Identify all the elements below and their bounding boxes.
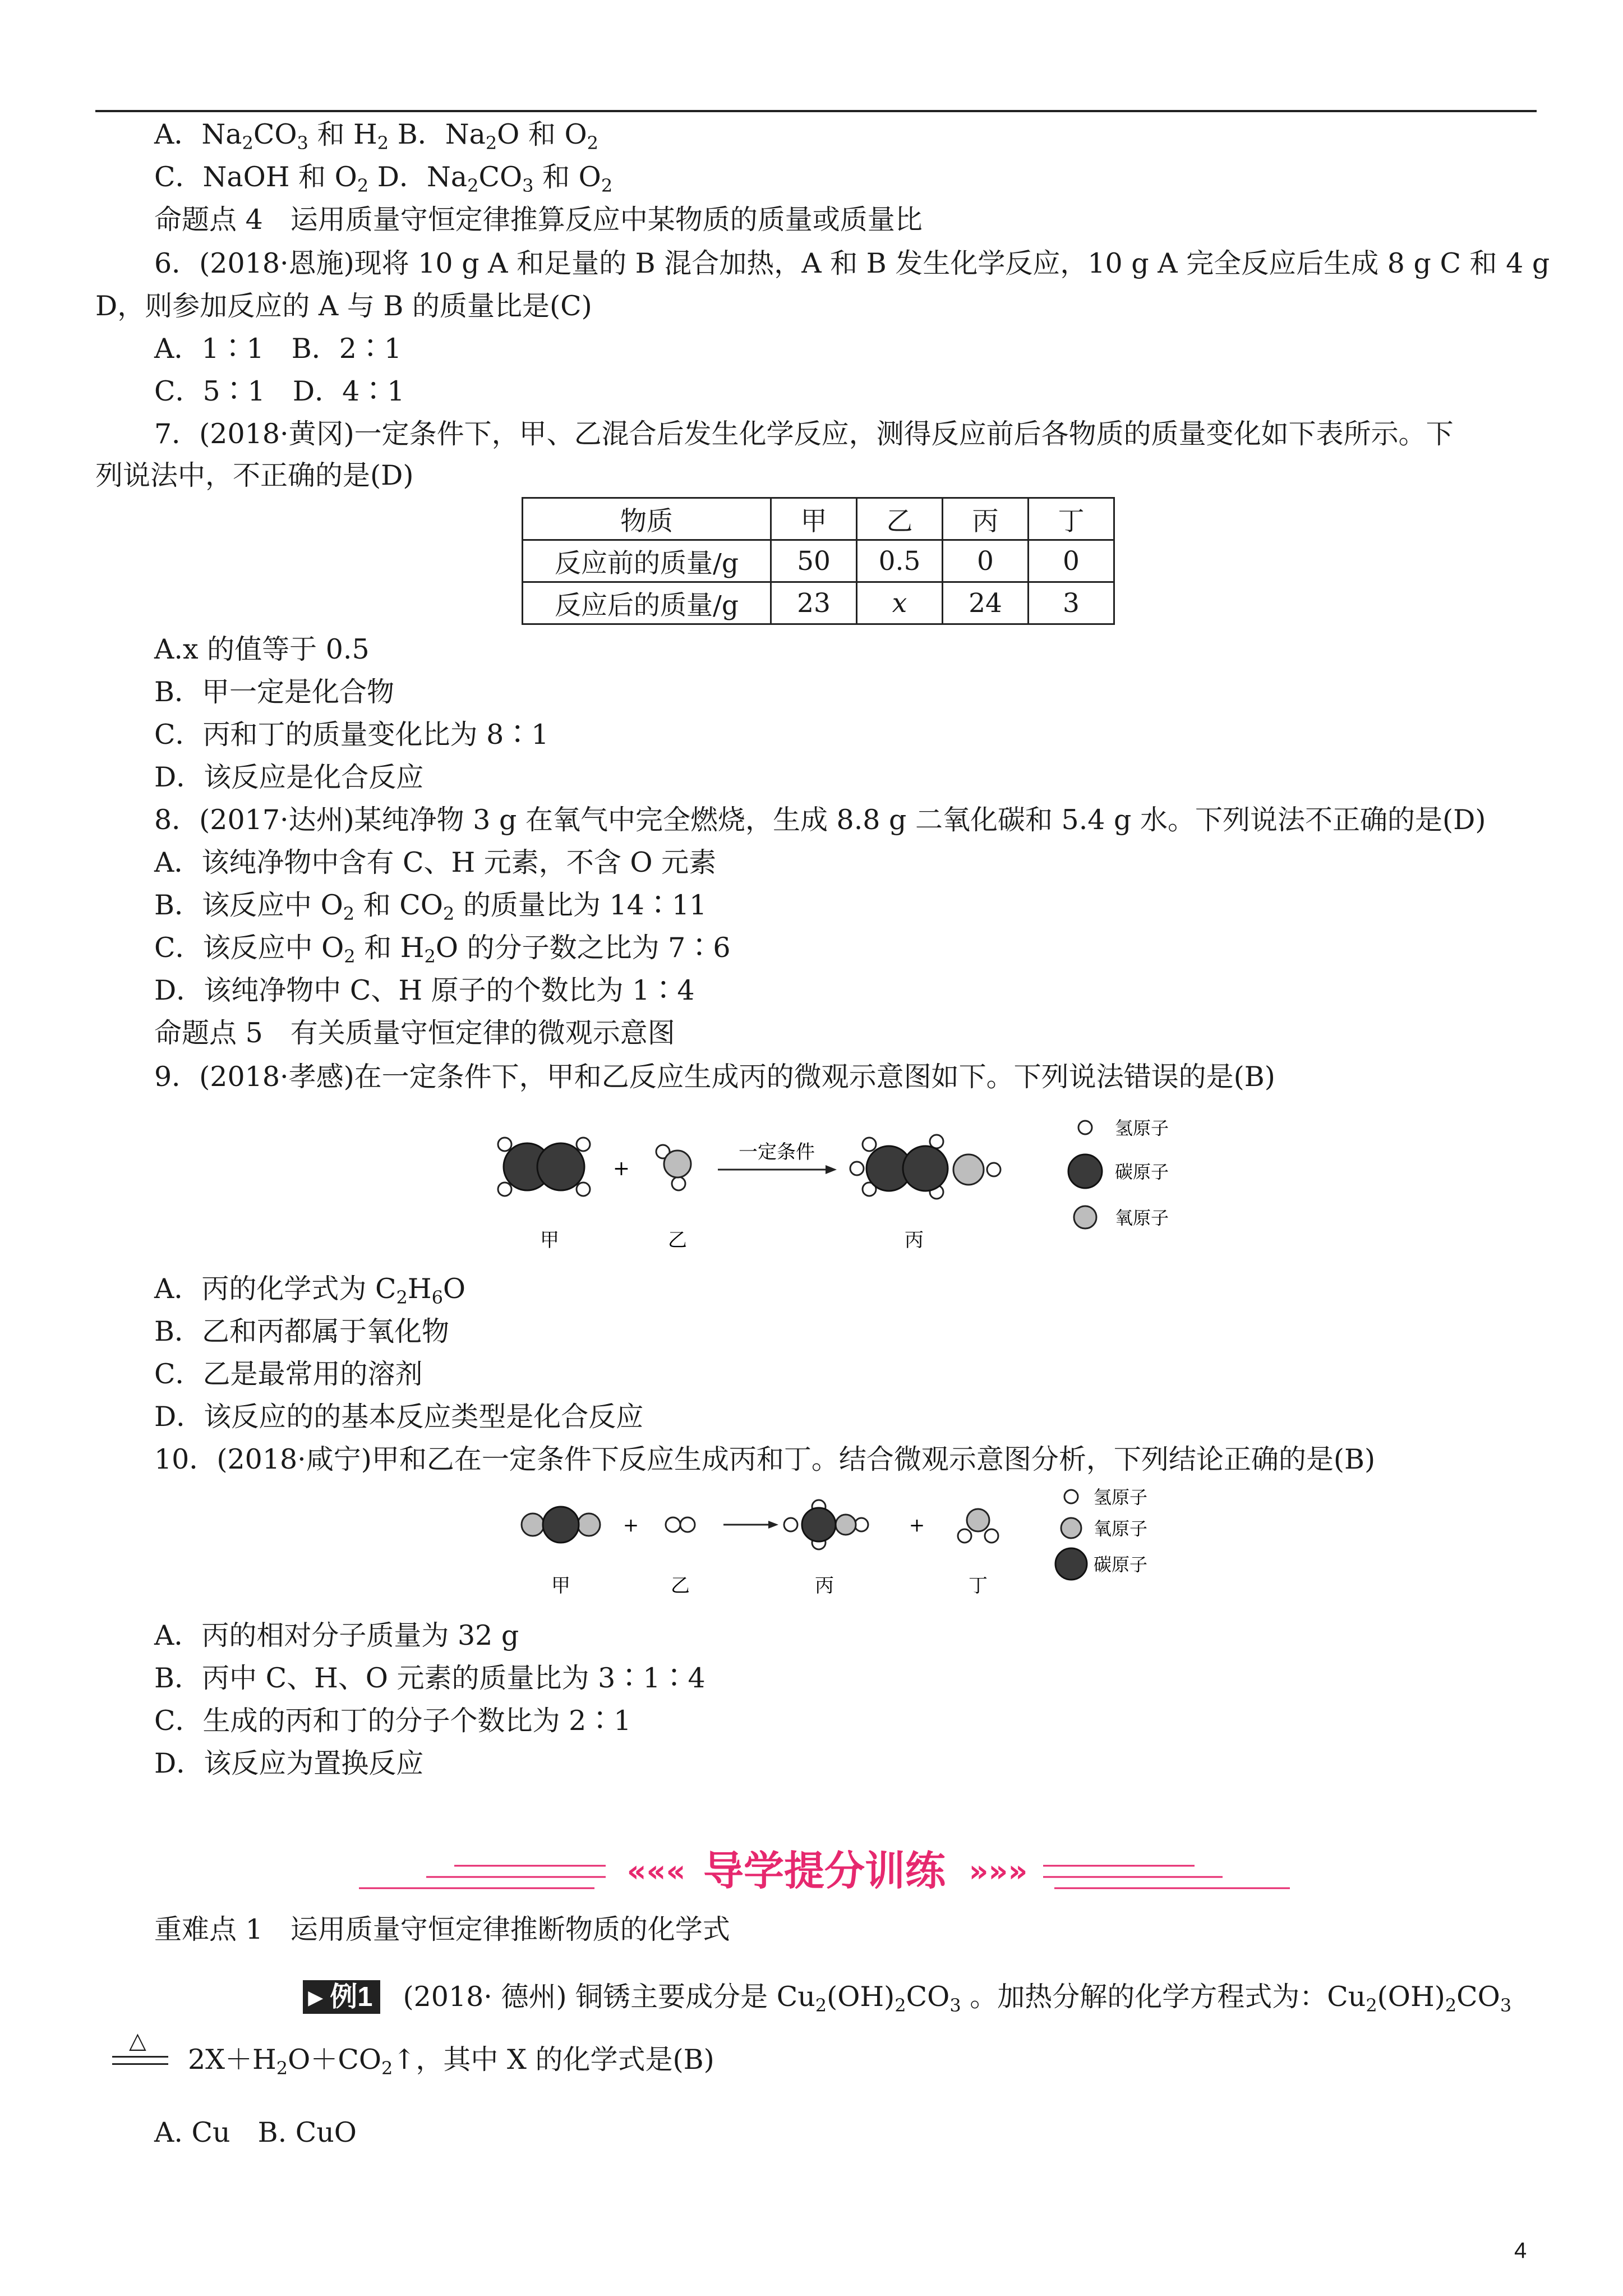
molecule-bing: [850, 1135, 1000, 1199]
q7-table: [522, 497, 1115, 625]
banner-rules-left: [359, 1866, 606, 1888]
plus-sign: +: [623, 1514, 639, 1536]
label-yi: 乙: [668, 1229, 687, 1251]
q8-option-b: B．该反应中 $O_2$ 和 $CO_2$ 的质量比为 14∶11: [154, 889, 707, 924]
page-number: 4: [1514, 2238, 1527, 2263]
label-ding: 丁: [969, 1575, 988, 1597]
example1-line2: $2X+H_2O+CO_2↑$，其中 X 的化学式是(B): [188, 2044, 714, 2079]
oxygen-atom-icon: [1061, 1518, 1081, 1538]
arrowhead-icon: [826, 1165, 837, 1174]
table-cell: 24: [943, 582, 1029, 624]
q7-option-c: C．丙和丁的质量变化比为 8∶1: [154, 719, 549, 751]
q5-option-cd: C．NaOH 和 $O_2$ D．$Na_2CO_3$ 和 $O_2$: [154, 161, 613, 196]
q10-option-b: B．丙中 C、H、O 元素的质量比为 3∶1∶4: [154, 1662, 706, 1694]
heat-delta-symbol: △: [129, 2028, 146, 2054]
table-cell: 反应前的质量/g: [523, 540, 771, 582]
table-header-cell: 乙: [857, 498, 943, 540]
molecule-jia: [522, 1507, 600, 1543]
q8-option-d: D．该纯净物中 C、H 原子的个数比为 1∶4: [154, 974, 695, 1006]
example-tag: ▸ 例1: [303, 1980, 380, 2014]
table-cell: 反应后的质量/g: [523, 582, 771, 624]
legend-oxygen: 氧原子: [1115, 1207, 1169, 1228]
q10-option-c: C．生成的丙和丁的分子个数比为 2∶1: [154, 1705, 631, 1737]
banner-title: 导学提分训练: [703, 1847, 946, 1894]
table-row: [523, 498, 1114, 540]
molecule-ding: [958, 1509, 998, 1543]
q10-option-d: D．该反应为置换反应: [154, 1747, 424, 1779]
q10-option-a: A．丙的相对分子质量为 32 g: [154, 1619, 519, 1651]
q10-reaction-diagram: [516, 1480, 1206, 1609]
q8-stem: 8．(2017·达州)某纯净物 3 g 在氧气中完全燃烧，生成 8.8 g 二氧化碳和 5.4 g 水。下列说法不正确的是(D): [154, 804, 1486, 836]
example1-line1: ▸ 例1 (2018· 德州) 铜锈主要成分是 $Cu_2(OH)_2CO_3$ 。加热分解的化学方程式为：$Cu_2(OH)_2CO_3$: [303, 1980, 1511, 2022]
legend-carbon: 碳原子: [1094, 1554, 1148, 1575]
equation-equals-top: [112, 2056, 168, 2058]
arrow-condition-label: 一定条件: [739, 1141, 815, 1163]
q9-option-a: A．丙的化学式为 $C_2H_6O$: [154, 1273, 466, 1308]
molecule-bing: [784, 1500, 868, 1549]
equation-equals-bottom: [112, 2063, 168, 2065]
molecule-yi: [656, 1145, 691, 1190]
label-bing: 丙: [905, 1229, 924, 1251]
carbon-atom-icon: [1068, 1154, 1102, 1188]
q6-stem-line1: 6．(2018·恩施)现将 10 g A 和足量的 B 混合加热，A 和 B 发生化学反应，10 g A 完全反应后生成 8 g C 和 4 g: [154, 247, 1550, 279]
label-jia: 甲: [551, 1575, 570, 1597]
table-header-cell: 甲: [771, 498, 857, 540]
section-banner: [359, 1834, 1301, 1902]
q9-reaction-diagram: [482, 1099, 1234, 1262]
hydrogen-atom-icon: [1078, 1121, 1092, 1134]
example1-options: A. Cu B. CuO: [154, 2116, 357, 2148]
table-row: [523, 582, 1114, 624]
legend-oxygen: 氧原子: [1094, 1518, 1148, 1539]
table-header-cell: 丙: [943, 498, 1029, 540]
legend-hydrogen: 氢原子: [1094, 1487, 1148, 1508]
label-yi: 乙: [671, 1575, 690, 1597]
q6-options-ab: A．1∶1 B．2∶1: [154, 333, 402, 365]
q7-stem-line1: 7．(2018·黄冈)一定条件下，甲、乙混合后发生化学反应，测得反应前后各物质的质量变化如下表所示。下: [154, 418, 1454, 450]
table-cell: 50: [771, 540, 857, 582]
label-jia: 甲: [540, 1229, 559, 1251]
point4-heading: 命题点 4 运用质量守恒定律推算反应中某物质的质量或质量比: [154, 204, 923, 236]
molecule-jia: [498, 1138, 590, 1196]
molecule-yi: [666, 1517, 695, 1532]
table-header-cell: 丁: [1029, 498, 1114, 540]
banner-chevrons-right: »»»: [969, 1853, 1028, 1889]
table-header-cell: 物质: [523, 498, 771, 540]
q9-option-c: C．乙是最常用的溶剂: [154, 1358, 423, 1390]
oxygen-atom-icon: [1074, 1206, 1096, 1228]
q7-option-d: D．该反应是化合反应: [154, 761, 424, 793]
table-cell: 3: [1029, 582, 1114, 624]
table-cell: x: [857, 582, 943, 624]
hydrogen-atom-icon: [1064, 1490, 1078, 1503]
carbon-atom-icon: [1055, 1548, 1087, 1580]
legend-carbon: 碳原子: [1115, 1161, 1169, 1182]
legend: [1055, 1487, 1147, 1580]
header-rule: [95, 110, 1537, 112]
arrowhead-icon: [768, 1521, 778, 1529]
table-cell: 23: [771, 582, 857, 624]
q8-option-c: C．该反应中 $O_2$ 和 $H_2O$ 的分子数之比为 7∶6: [154, 932, 731, 967]
q5-option-ab: A．$Na_2CO_3$ 和 $H_2$ B．$Na_2O$ 和 $O_2$: [154, 118, 599, 154]
key-point-1-heading: 重难点 1 运用质量守恒定律推断物质的化学式: [154, 1913, 730, 1945]
q7-option-a: A.x 的值等于 0.5: [154, 633, 370, 665]
legend: [1068, 1117, 1169, 1228]
plus-sign: +: [612, 1157, 630, 1180]
plus-sign: +: [909, 1514, 925, 1536]
q7-stem-line2: 列说法中，不正确的是(D): [95, 459, 414, 491]
q7-option-b: B．甲一定是化合物: [154, 676, 395, 708]
q6-stem-line2: D，则参加反应的 A 与 B 的质量比是(C): [95, 290, 592, 322]
q8-option-a: A．该纯净物中含有 C、H 元素，不含 O 元素: [154, 846, 717, 878]
label-bing: 丙: [815, 1575, 834, 1597]
q9-stem: 9．(2018·孝感)在一定条件下，甲和乙反应生成丙的微观示意图如下。下列说法错误的是(B): [154, 1061, 1275, 1093]
table-cell: 0.5: [857, 540, 943, 582]
point5-heading: 命题点 5 有关质量守恒定律的微观示意图: [154, 1017, 675, 1049]
q6-options-cd: C．5∶1 D．4∶1: [154, 375, 405, 407]
banner-chevrons-left: «««: [626, 1853, 686, 1889]
table-cell: 0: [1029, 540, 1114, 582]
table-row: [523, 540, 1114, 582]
legend-hydrogen: 氢原子: [1115, 1117, 1169, 1139]
q9-option-b: B．乙和丙都属于氧化物: [154, 1315, 450, 1347]
banner-rules-right: [1043, 1866, 1290, 1888]
table-cell: 0: [943, 540, 1029, 582]
q9-option-d: D．该反应的的基本反应类型是化合反应: [154, 1401, 644, 1433]
q10-stem: 10．(2018·咸宁)甲和乙在一定条件下反应生成丙和丁。结合微观示意图分析，下列结论正确的是(B): [154, 1443, 1376, 1475]
